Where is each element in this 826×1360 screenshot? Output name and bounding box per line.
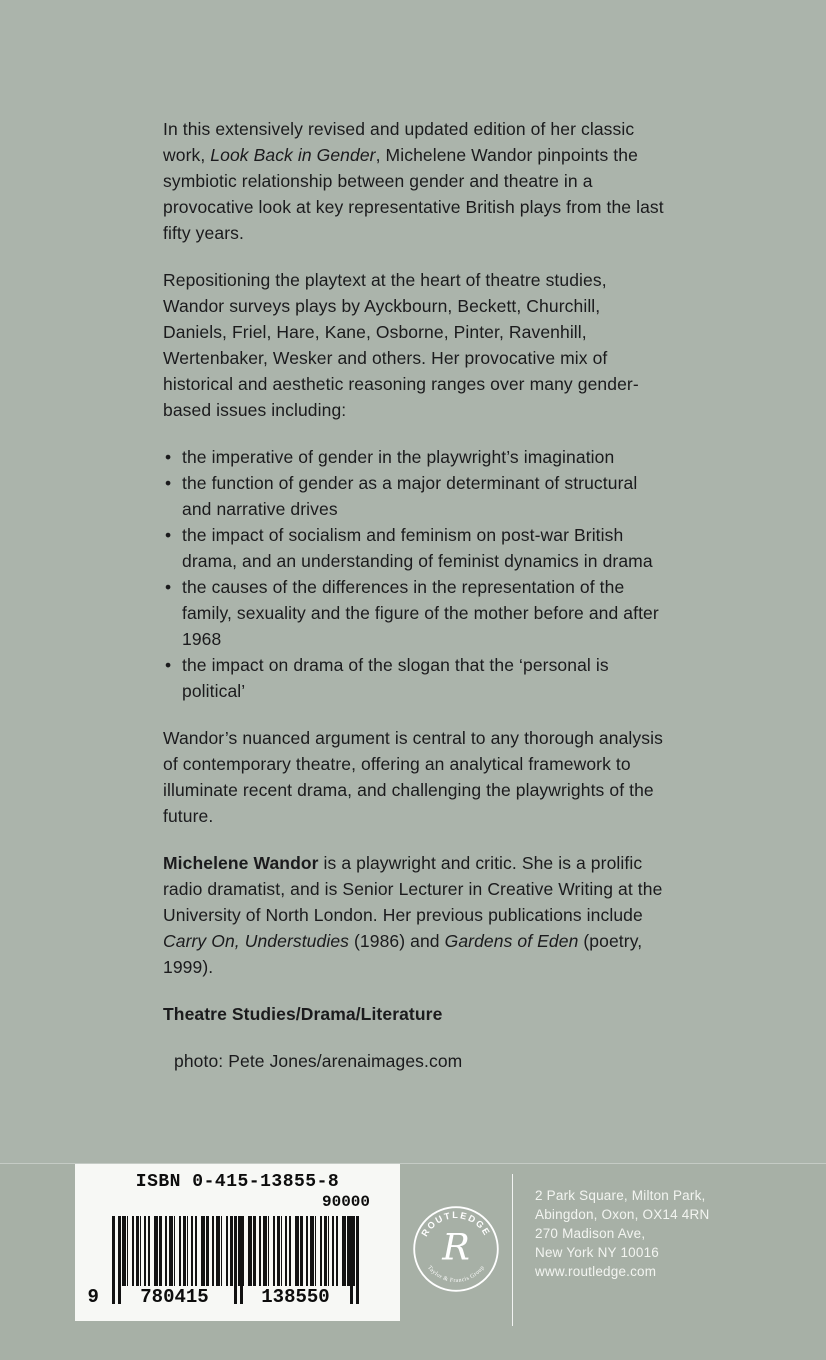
barcode-guard-bar (240, 1216, 243, 1304)
barcode-bar (187, 1216, 188, 1286)
bullet-marker: • (165, 473, 172, 493)
barcode-bar (154, 1216, 158, 1286)
bullet-item (163, 522, 668, 574)
barcode-guard-bar (350, 1216, 353, 1304)
bullet-marker: • (165, 655, 172, 675)
bullet-item (163, 470, 668, 522)
bullet-marker: • (165, 577, 172, 597)
barcode-bar (295, 1216, 299, 1286)
price-addon-code: 90000 (321, 1193, 370, 1211)
bullet-text: the imperative of gender in the playwright’s imagination (182, 447, 615, 467)
barcode-bar (136, 1216, 139, 1286)
barcode-bar (310, 1216, 314, 1286)
blurb-paragraph-3 (163, 725, 668, 829)
barcode-bar (132, 1216, 134, 1286)
barcode-bar (306, 1216, 308, 1286)
barcode-bar (273, 1216, 275, 1286)
bullet-text: the function of gender as a major determinant of structural and narrative drives (182, 473, 638, 519)
barcode-guard-bar (118, 1216, 121, 1304)
publisher-band (0, 1163, 826, 1360)
barcode-bar (191, 1216, 193, 1286)
barcode-digit-group: 138550 (246, 1286, 346, 1308)
barcode-bar (165, 1216, 167, 1286)
divider-line (512, 1174, 513, 1326)
bold-text: Michelene Wandor (163, 853, 319, 873)
issues-bullet-list (163, 444, 668, 704)
barcode-digit-group: 9 (88, 1286, 110, 1308)
text-run: In this extensively revised and updated edition of her classic work, (163, 119, 635, 165)
barcode-bar (263, 1216, 267, 1286)
barcode-bar (268, 1216, 269, 1286)
bullet-marker: • (165, 525, 172, 545)
barcode-bar (332, 1216, 334, 1286)
address-line: www.routledge.com (535, 1264, 657, 1279)
blurb-paragraph-2 (163, 267, 668, 423)
barcode-bar (140, 1216, 141, 1286)
barcode-bar (122, 1216, 126, 1286)
italic-title-text: Carry On, Understudies (163, 931, 350, 951)
barcode-bar (212, 1216, 214, 1286)
barcode-panel (75, 1164, 400, 1321)
barcode-bar (221, 1216, 222, 1286)
barcode-bar (300, 1216, 303, 1286)
address-line: Abingdon, Oxon, OX14 4RN (535, 1207, 710, 1222)
bullet-marker: • (165, 447, 172, 467)
barcode-bar (342, 1216, 346, 1286)
italic-title-text: Gardens of Eden (444, 931, 579, 951)
barcode-bar (320, 1216, 322, 1286)
text-run: is a playwright and critic. She is a prolific radio dramatist, and is Senior Lecturer in Creative Writing at the University of North London. Her previous publications include (163, 853, 663, 925)
blurb-paragraph-1 (163, 116, 668, 246)
barcode-bar (315, 1216, 316, 1286)
barcode-bar (281, 1216, 282, 1286)
italic-title-text: Look Back in Gender (210, 145, 376, 165)
barcode-bar (183, 1216, 186, 1286)
category-line: Theatre Studies/Drama/Literature (163, 1004, 443, 1024)
barcode-bar (289, 1216, 291, 1286)
address-line: New York NY 10016 (535, 1245, 659, 1260)
barcode-bar (285, 1216, 287, 1286)
barcode-bar (206, 1216, 209, 1286)
barcode-guard-bar (234, 1216, 237, 1304)
barcode-bar (336, 1216, 338, 1286)
blurb-section (163, 116, 668, 1095)
publisher-address (535, 1186, 775, 1281)
barcode-digit-group: 780415 (124, 1286, 226, 1308)
barcode-bar (127, 1216, 128, 1286)
bullet-item (163, 652, 668, 704)
barcode-bars (88, 1216, 388, 1310)
address-line: 2 Park Square, Milton Park, (535, 1188, 706, 1203)
text-run: , Michelene Wandor pinpoints the symbiotic relationship between gender and theatre in a provocative look at key representative British plays from the last fifty years. (163, 145, 664, 243)
barcode-bar (159, 1216, 162, 1286)
barcode-bar (230, 1216, 233, 1286)
barcode-bar (174, 1216, 175, 1286)
barcode-bar (195, 1216, 197, 1286)
photo-credit: photo: Pete Jones/arenaimages.com (174, 1051, 463, 1071)
barcode-bar (253, 1216, 256, 1286)
barcode-bar (201, 1216, 205, 1286)
barcode-bar (148, 1216, 150, 1286)
barcode-bar (248, 1216, 252, 1286)
barcode-bar (169, 1216, 173, 1286)
barcode-bar (353, 1216, 355, 1286)
barcode-bar (179, 1216, 181, 1286)
routledge-logo (412, 1205, 500, 1293)
bullet-item (163, 574, 668, 652)
bullet-item (163, 444, 668, 470)
bullet-text: the causes of the differences in the representation of the family, sexuality and the figure of the mother before and after 1968 (182, 577, 659, 649)
bullet-text: the impact on drama of the slogan that the ‘personal is political’ (182, 655, 609, 701)
barcode-bar (277, 1216, 280, 1286)
text-run: Wandor’s nuanced argument is central to any thorough analysis of contemporary theatre, offering an analytical framework to illuminate recent drama, and challenging the playwrights of the future. (163, 728, 663, 826)
barcode-bar (144, 1216, 146, 1286)
barcode-bar (216, 1216, 220, 1286)
barcode-bar (259, 1216, 261, 1286)
barcode-guard-bar (356, 1216, 359, 1304)
logo-r-monogram: R (442, 1225, 470, 1269)
barcode-bar (324, 1216, 327, 1286)
bullet-text: the impact of socialism and feminism on post-war British drama, and an understanding of feminist dynamics in drama (182, 525, 653, 571)
address-line: 270 Madison Ave, (535, 1226, 646, 1241)
isbn-label: ISBN 0-415-13855-8 (135, 1172, 340, 1192)
logo-tagline-text: Taylor & Francis Group (426, 1264, 486, 1285)
text-run: (poetry, 1999). (163, 931, 643, 977)
barcode-bar (226, 1216, 228, 1286)
author-bio-paragraph (163, 850, 668, 980)
logo-name-text: ROUTLEDGE (419, 1210, 493, 1239)
text-run: (1986) and (349, 931, 445, 951)
barcode-guard-bar (112, 1216, 115, 1304)
text-run: Repositioning the playtext at the heart of theatre studies, Wandor surveys plays by Ayckbourn, Beckett, Churchill, Daniels, Friel, Hare, Kane, Osborne, Pinter, Ravenhill, Wertenbaker, Wesker and others. Her provocative mix of historical and aesthetic reasoning ranges over many gender-based issues including: (163, 270, 639, 420)
barcode-bar (328, 1216, 329, 1286)
